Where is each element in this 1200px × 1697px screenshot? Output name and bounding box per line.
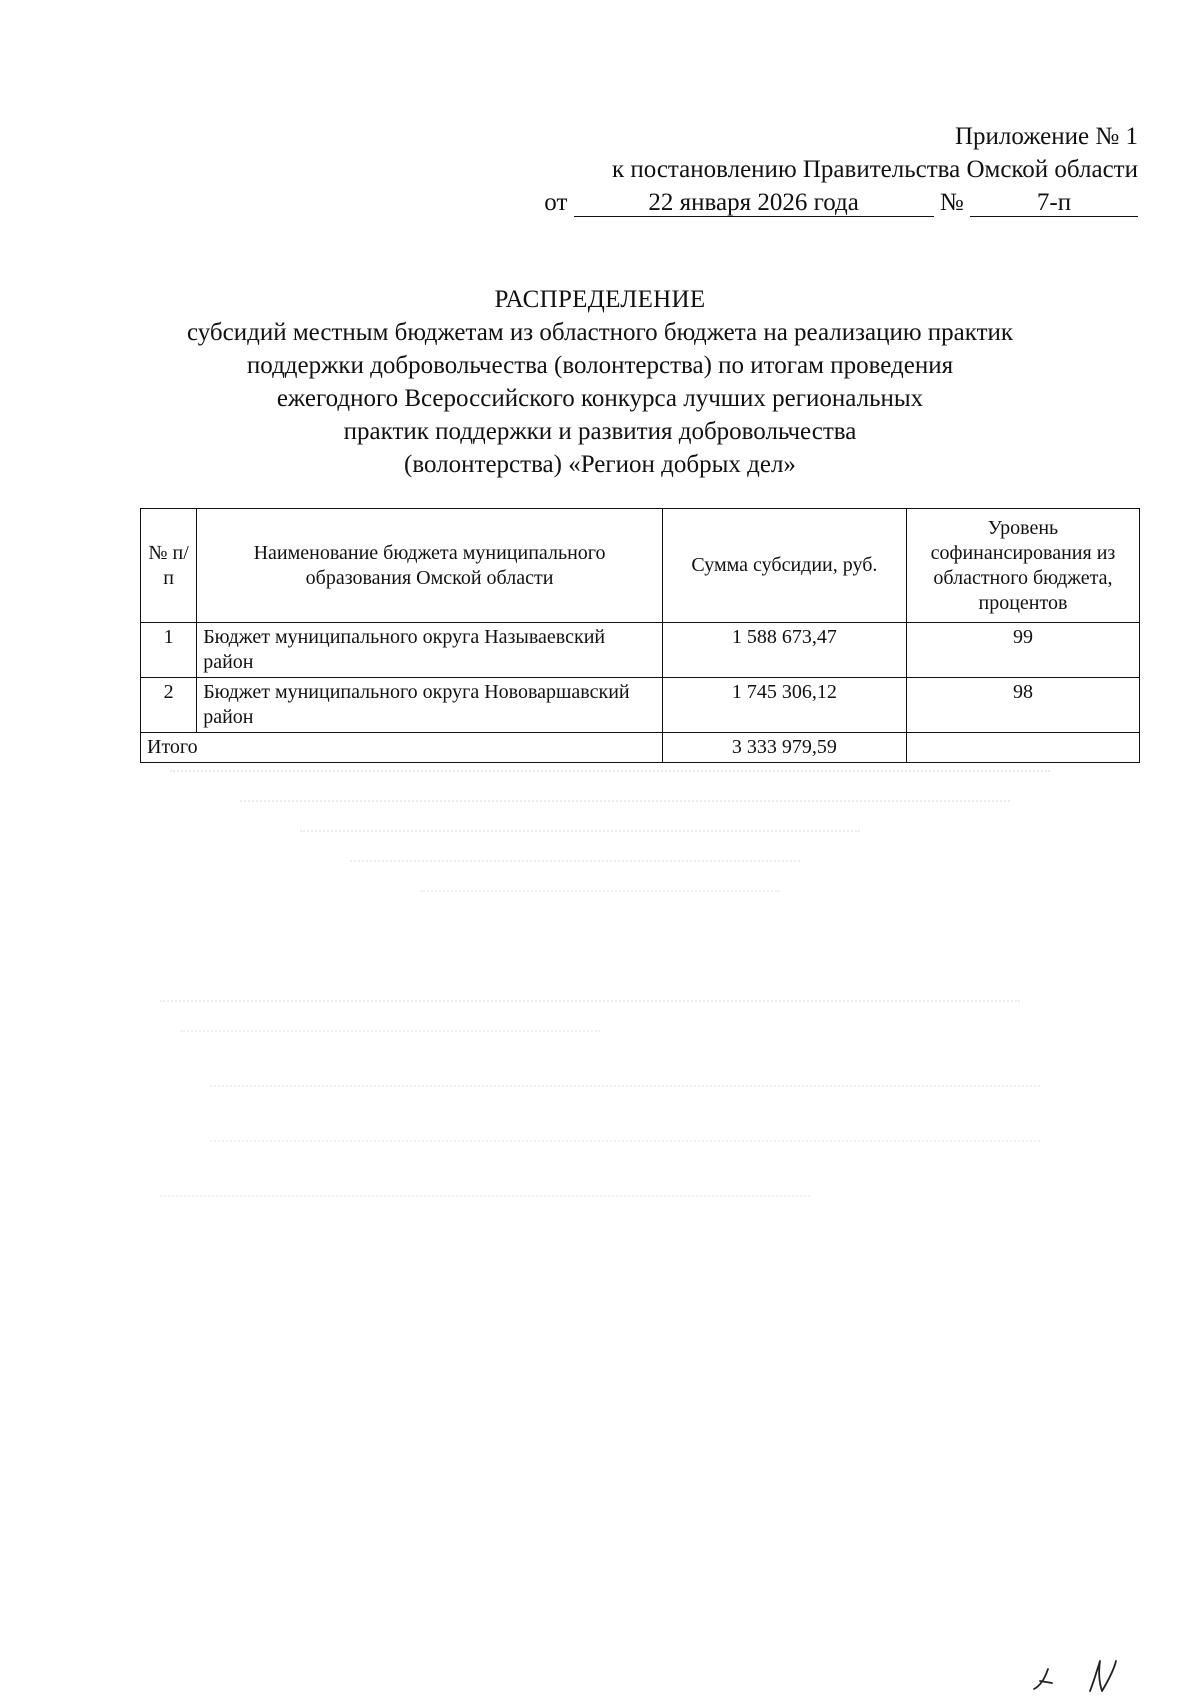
title-line: ежегодного Всероссийского конкурса лучших региональных: [276, 385, 924, 412]
title-line: субсидий местным бюджетам из областного бюджета на реализацию практик: [186, 319, 1014, 346]
document-title-block: [0, 283, 1200, 481]
resolution-reference: к постановлению Правительства Омской области: [611, 156, 1138, 183]
header-level: Уровень софинансирования из областного бюджета, процентов: [906, 509, 1139, 623]
title-line: поддержки добровольчества (волонтерства) по итогам проведения: [246, 352, 954, 379]
table-row: [141, 678, 1140, 733]
resolution-date: 22 января 2026 года: [574, 186, 934, 217]
bleed-through-mark: [350, 860, 800, 872]
table-header-row: [141, 509, 1140, 623]
date-prefix: от: [544, 189, 568, 216]
appendix-header: [544, 120, 1138, 219]
handwritten-initials: [1030, 1657, 1140, 1693]
row-num: 2: [141, 678, 197, 733]
row-name: Бюджет муниципального округа Нововаршавский район: [197, 678, 663, 733]
total-label: Итого: [141, 733, 663, 763]
table-total-row: [141, 733, 1140, 763]
header-name: Наименование бюджета муниципального образования Омской области: [197, 509, 663, 623]
bleed-through-mark: [180, 1030, 600, 1042]
header-num: № п/п: [141, 509, 197, 623]
row-num: 1: [141, 623, 197, 678]
bleed-through-mark: [170, 770, 1050, 782]
document-title: РАСПРЕДЕЛЕНИЕ: [494, 286, 706, 313]
header-sum: Сумма субсидии, руб.: [662, 509, 906, 623]
bleed-through-mark: [300, 830, 860, 842]
bleed-through-mark: [210, 1085, 1040, 1097]
title-line: практик поддержки и развития добровольчества: [343, 418, 857, 445]
row-level: 99: [906, 623, 1139, 678]
bleed-through-mark: [210, 1140, 1040, 1152]
bleed-through-mark: [420, 890, 780, 902]
row-level: 98: [906, 678, 1139, 733]
total-level: [906, 733, 1139, 763]
total-sum: 3 333 979,59: [662, 733, 906, 763]
row-name: Бюджет муниципального округа Называевский район: [197, 623, 663, 678]
subsidy-distribution-table: [140, 508, 1140, 763]
table-row: [141, 623, 1140, 678]
bleed-through-mark: [160, 1000, 1020, 1012]
title-line: (волонтерства) «Регион добрых дел»: [404, 451, 796, 478]
resolution-number: 7-п: [970, 186, 1138, 217]
appendix-number: Приложение № 1: [954, 123, 1138, 150]
bleed-through-mark: [160, 1195, 810, 1207]
bleed-through-mark: [240, 800, 1010, 812]
row-sum: 1 745 306,12: [662, 678, 906, 733]
number-prefix: №: [939, 189, 964, 216]
resolution-date-line: [544, 186, 1138, 219]
row-sum: 1 588 673,47: [662, 623, 906, 678]
